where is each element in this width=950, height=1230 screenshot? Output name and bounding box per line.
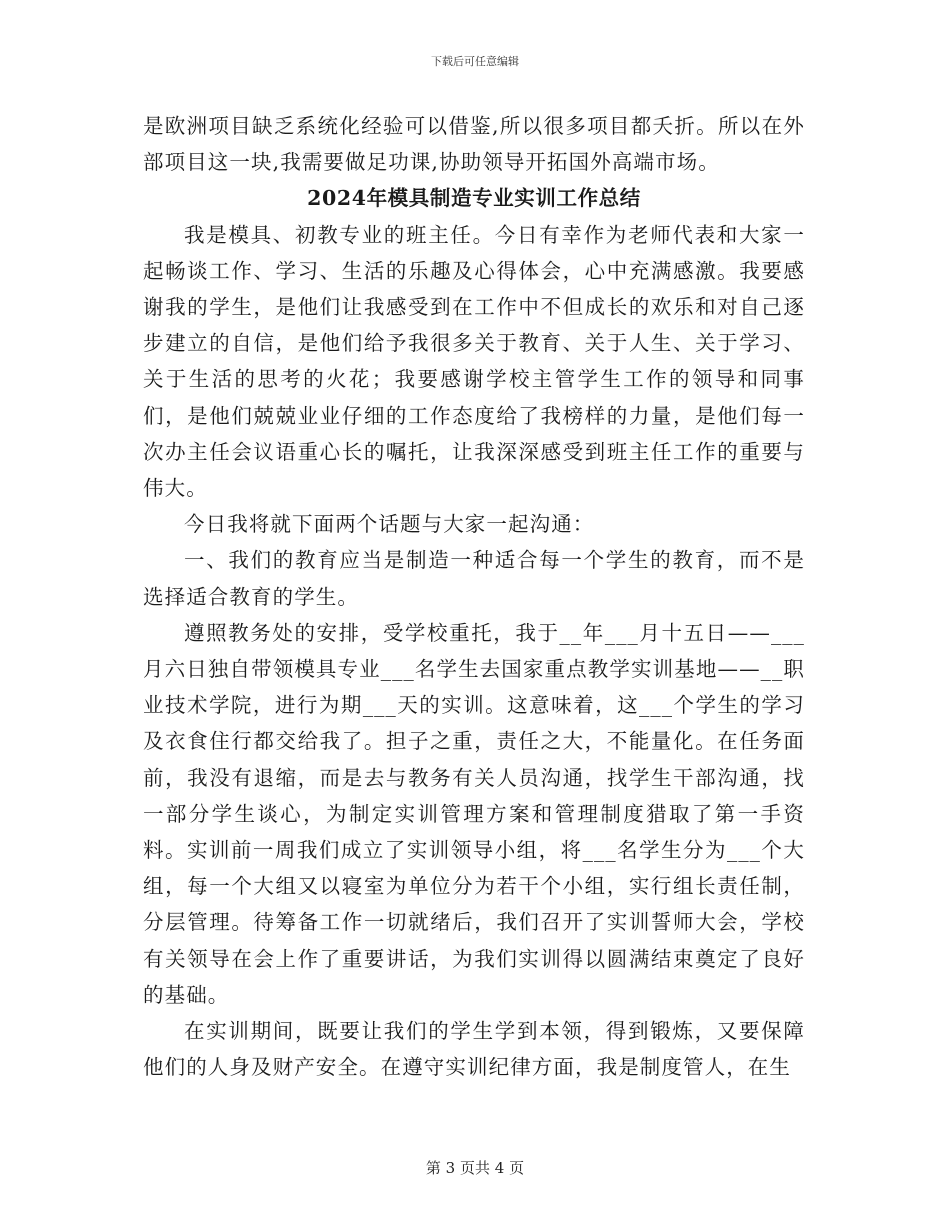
intro-paragraph: 是欧洲项目缺乏系统化经验可以借鉴,所以很多项目都夭折。所以在外部项目这一块,我需要做足功课,协助领导开拓国外高端市场。 (143, 114, 805, 175)
paragraph-training-arrangement: 遵照教务处的安排，受学校重托，我于__年___月十五日——___月六日独自带领模具专业___名学生去国家重点教学实训基地——__职业技术学院，进行为期___天的实训。这意味着，这___个学生的学习及衣食住行都交给我了。担子之重，责任之大，不能量化。在任务面前，我没有退缩，而是去与教务有关人员沟通，找学生干部沟通，找一部分学生谈心，为制定实训管理方案和管理制度猎取了第一手资料。实训前一周我们成立了实训领导小组，将___名学生分为___个大组，每一个大组又以寝室为单位分为若干个小组，实行组长责任制，分层管理。待筹备工作一切就绪后，我们召开了实训誓师大会，学校有关领导在会上作了重要讲话，为我们实训得以圆满结束奠定了良好的基础。 (143, 620, 805, 1007)
header-note: 下载后可任意编辑 (431, 55, 519, 68)
document-body (143, 108, 805, 1085)
paragraph-topic-one: 一、我们的教育应当是制造一种适合每一个学生的教育，而不是选择适合教育的学生。 (143, 548, 805, 609)
document-title: 2024年模具制造专业实训工作总结 (307, 186, 641, 211)
paragraph-thanks: 我是模具、初教专业的班主任。今日有幸作为老师代表和大家一起畅谈工作、学习、生活的乐趣及心得体会，心中充满感激。我要感谢我的学生，是他们让我感受到在工作中不但成长的欢乐和对自己逐步建立的自信，是他们给予我很多关于教育、关于人生、关于学习、关于生活的思考的火花；我要感谢学校主管学生工作的领导和同事们，是他们兢兢业业仔细的工作态度给了我榜样的力量，是他们每一次办主任会议语重心长的嘱托，让我深深感受到班主任工作的重要与伟大。 (143, 222, 805, 501)
page-indicator: 第 3 页共 4 页 (425, 1159, 525, 1177)
paragraph-training-period: 在实训期间，既要让我们的学生学到本领，得到锻炼，又要保障他们的人身及财产安全。在遵守实训纪律方面，我是制度管人，在生 (143, 1019, 805, 1080)
paragraph-topics-intro: 今日我将就下面两个话题与大家一起沟通： (184, 512, 595, 537)
